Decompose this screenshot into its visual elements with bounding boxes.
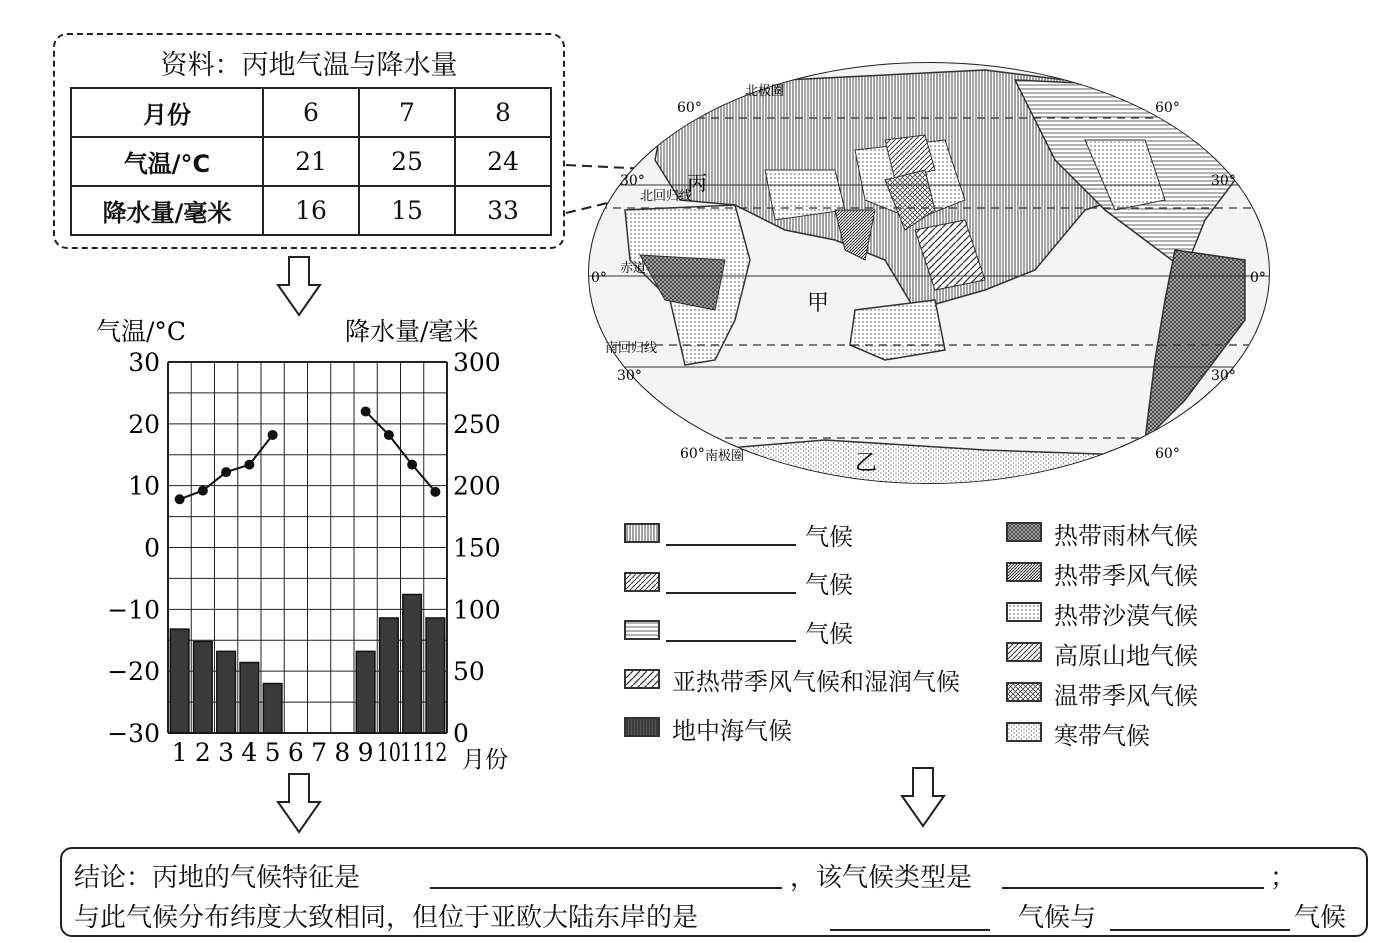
lat60-label: 60° — [680, 446, 705, 462]
right-tick-label: 150 — [453, 533, 501, 563]
precip-bar — [217, 651, 236, 733]
yi-label: 乙 — [855, 451, 878, 476]
antarctic-circle-label: 南极圈 — [705, 449, 745, 464]
legend-swatch — [1006, 562, 1042, 582]
conclusion-text: 气候 — [1294, 903, 1347, 933]
legend-label: 气候 — [805, 571, 853, 599]
legend-swatch — [1006, 722, 1042, 742]
legend-label: 热带雨林气候 — [1054, 522, 1198, 550]
right-tick-label: 100 — [453, 595, 501, 625]
conclusion-text: 与此气候分布纬度大致相同，但位于亚欧大陆东岸的是 — [74, 903, 699, 933]
precip-bar — [380, 618, 399, 733]
legend-swatch — [1006, 602, 1042, 622]
precip-bar — [240, 663, 259, 733]
legend-label: 寒带气候 — [1054, 722, 1150, 750]
jia-label: 甲 — [807, 291, 830, 316]
temp-cell: 21 — [263, 137, 359, 186]
right-tick-label: 50 — [453, 657, 485, 687]
temp-point — [407, 460, 417, 470]
legend-label: 气候 — [805, 523, 853, 551]
legend-swatch — [624, 620, 660, 640]
temp-point — [221, 467, 231, 477]
down-arrow-icon — [900, 766, 946, 828]
lat30-label: 30° — [617, 368, 642, 384]
precip-bar — [426, 618, 445, 733]
lat30-label: 30° — [1211, 173, 1236, 189]
legend-label: 热带季风气候 — [1054, 562, 1198, 590]
x-tick-label: 5 — [264, 738, 281, 767]
lat60-label: 60° — [677, 100, 702, 116]
tropic-capricorn-label: 南回归线 — [605, 341, 658, 356]
precip-bar — [356, 651, 375, 733]
precip-bar — [194, 641, 213, 733]
conclusion-box — [60, 847, 1368, 937]
precip-bar — [263, 684, 282, 733]
legend-label: 温带季风气候 — [1054, 682, 1198, 710]
header-cell: 月份 — [71, 88, 263, 137]
x-unit-label: 月份 — [462, 747, 508, 773]
x-tick-label: 10 — [376, 738, 401, 767]
left-axis-label: 气温/°C — [96, 317, 187, 346]
australia-shape — [850, 300, 945, 360]
answer-blank[interactable] — [666, 544, 796, 546]
legend-swatch — [624, 717, 660, 737]
left-tick-label: −30 — [107, 719, 160, 748]
climate-chart — [0, 0, 560, 800]
lat0-label: 0° — [1250, 270, 1266, 286]
temp-point — [175, 494, 185, 504]
temp-point — [244, 460, 254, 470]
left-tick-label: 20 — [128, 409, 160, 439]
month-cell: 6 — [263, 88, 359, 137]
precip-cell: 33 — [455, 186, 551, 235]
legend-swatch — [1006, 522, 1042, 542]
answer-blank[interactable] — [430, 887, 782, 889]
right-tick-label: 250 — [453, 409, 501, 439]
legend-label: 地中海气候 — [672, 717, 792, 745]
legend-label: 高原山地气候 — [1054, 642, 1198, 670]
precip-cell: 16 — [263, 186, 359, 235]
precip-bar — [170, 629, 189, 733]
lat30-label: 30° — [1211, 368, 1236, 384]
left-tick-label: −10 — [107, 595, 160, 625]
legend-swatch — [624, 669, 660, 689]
world-map — [585, 60, 1275, 490]
left-tick-label: 10 — [128, 471, 160, 501]
arctic-circle-label: 北极圈 — [745, 84, 785, 99]
bing-label: 丙 — [687, 171, 707, 195]
legend-label: 气候 — [805, 620, 853, 648]
answer-blank[interactable] — [666, 592, 796, 594]
right-tick-label: 0 — [453, 719, 469, 748]
conclusion-text: 结论：丙地的气候特征是 — [74, 863, 361, 893]
lat30-label: 30° — [620, 173, 645, 189]
month-cell: 8 — [455, 88, 551, 137]
x-tick-label: 2 — [194, 738, 211, 767]
legend-label: 热带沙漠气候 — [1054, 602, 1198, 630]
legend-swatch — [624, 523, 660, 543]
lat60-label: 60° — [1155, 446, 1180, 462]
right-tick-label: 200 — [453, 471, 501, 501]
conclusion-text: ，该气候类型是 — [790, 863, 973, 893]
tropic-cancer-label: 北回归线 — [640, 189, 693, 204]
answer-blank[interactable] — [830, 929, 990, 931]
temp-point — [268, 430, 278, 440]
data-box-title: 资料：丙地气温与降水量 — [160, 50, 458, 81]
legend-swatch — [1006, 642, 1042, 662]
temp-point — [430, 487, 440, 497]
x-tick-label: 11 — [400, 738, 425, 767]
legend-swatch — [624, 572, 660, 592]
precip-cell: 15 — [359, 186, 455, 235]
legend-swatch — [1006, 682, 1042, 702]
x-tick-label: 1 — [171, 738, 188, 767]
right-axis-label: 降水量/毫米 — [345, 317, 479, 346]
conclusion-text: 气候与 — [1018, 903, 1097, 933]
x-tick-label: 12 — [423, 738, 448, 767]
left-tick-label: −20 — [107, 657, 160, 687]
right-tick-label: 300 — [453, 348, 501, 377]
x-tick-label: 9 — [357, 738, 374, 767]
left-tick-label: 30 — [128, 348, 160, 377]
lat0-label: 0° — [591, 270, 607, 286]
temp-cell: 24 — [455, 137, 551, 186]
answer-blank[interactable] — [1110, 929, 1290, 931]
x-tick-label: 3 — [218, 738, 235, 767]
answer-blank[interactable] — [666, 640, 796, 642]
equator-label: 赤道 — [620, 261, 647, 276]
header-cell: 气温/°C — [71, 137, 263, 186]
answer-blank[interactable] — [1002, 887, 1264, 889]
lat60-label: 60° — [1155, 100, 1180, 116]
x-tick-label: 4 — [241, 738, 258, 767]
temp-point — [361, 406, 371, 416]
precip-bar — [403, 594, 422, 733]
legend-label: 亚热带季风气候和湿润气候 — [672, 668, 960, 696]
conclusion-text: ； — [1270, 863, 1297, 893]
temp-point — [198, 486, 208, 496]
left-tick-label: 0 — [144, 533, 160, 563]
month-cell: 7 — [359, 88, 455, 137]
x-tick-label: 7 — [311, 738, 328, 767]
x-tick-label: 8 — [334, 738, 351, 767]
temp-cell: 25 — [359, 137, 455, 186]
header-cell: 降水量/毫米 — [71, 186, 263, 235]
x-tick-label: 6 — [287, 738, 304, 767]
temp-point — [384, 430, 394, 440]
